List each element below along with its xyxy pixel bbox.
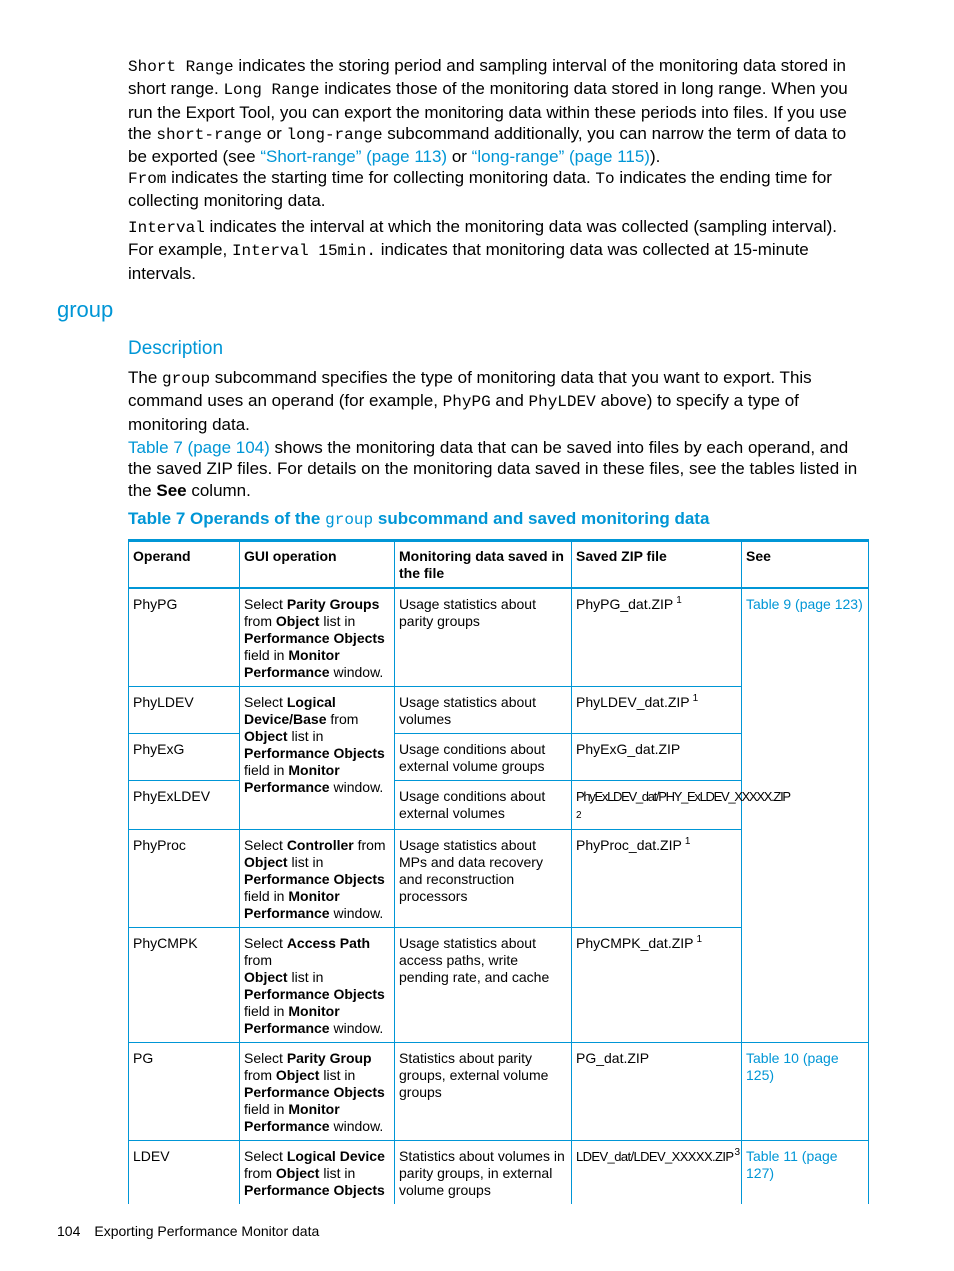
footnote-ref: 1 [692, 693, 699, 705]
link-table-11[interactable]: Table 11 (page 127) [746, 1148, 838, 1181]
page-number: 104 [57, 1223, 81, 1239]
gui-object: Object [244, 854, 288, 870]
zip-cell: PhyExG_dat.ZIP [572, 734, 742, 781]
text: The [128, 368, 163, 387]
zip-name: LDEV_dat/LDEV_XXXXX.ZIP [576, 1149, 734, 1164]
link-table-9[interactable]: Table 9 (page 123) [746, 596, 863, 612]
text: indicates that monitoring data was collected at 15-minute intervals. [128, 240, 809, 283]
text: from [244, 1067, 276, 1083]
text: list in [319, 613, 356, 629]
header-see: See [742, 541, 869, 589]
text: indicates the storing period and sampling interval of the monitoring data stored in short range. [128, 56, 846, 99]
data-cell: Usage statistics about MPs and data recovery and reconstruction processors [395, 830, 572, 928]
gui-item: Access Path [286, 935, 371, 951]
code-group: group [162, 370, 211, 388]
text: ). [649, 147, 661, 167]
text: from [244, 613, 276, 629]
text: subcommand additionally, you can narrow the term of data to be exported (see [128, 123, 847, 167]
text: Select [244, 837, 287, 853]
zip-cell [572, 1141, 742, 1205]
gui-perf-objects: Performance Objects [244, 986, 385, 1002]
paragraph-interval [128, 216, 863, 284]
header-monitoring-data: Monitoring data saved in the file [395, 541, 572, 589]
operand-cell: PhyLDEV [129, 687, 240, 734]
gui-item: Logical Device [286, 1148, 385, 1164]
text: field in [244, 1003, 289, 1019]
zip-cell [572, 781, 790, 830]
text: indicates the interval at which the monitoring data was collected (sampling interval). For example, [128, 217, 837, 260]
table-row [129, 588, 869, 687]
zip-name: PhyProc_dat.ZIP [576, 837, 682, 853]
text: window. [329, 779, 384, 795]
section-title: group [57, 297, 114, 322]
gui-cell [240, 1141, 395, 1205]
header-gui-operation: GUI operation [240, 541, 395, 589]
data-cell: Usage statistics about access paths, write pending rate, and cache [395, 928, 572, 1043]
data-cell: Usage statistics about volumes [395, 687, 572, 734]
zip-name: PhyCMPK_dat.ZIP [576, 935, 694, 951]
link-short-range[interactable]: “Short-range” (page 113) [260, 147, 448, 167]
gui-object: Object [275, 1165, 320, 1181]
data-cell: Statistics about volumes in parity groups, in external volume groups [395, 1141, 572, 1205]
text: subcommand specifies the type of monitoring data that you want to export. This command uses an operand (for example, [128, 368, 812, 411]
code-interval: Interval [128, 219, 205, 237]
operand-cell: PhyExLDEV [129, 781, 240, 830]
text: from [244, 952, 272, 968]
gui-performance: Performance [244, 905, 330, 921]
paragraph-description [128, 367, 863, 435]
gui-performance: Performance [244, 664, 330, 680]
gui-perf-objects: Performance Objects [244, 871, 385, 887]
gui-object: Object [244, 969, 288, 985]
see-cell [742, 1043, 869, 1141]
text: field in [244, 1101, 289, 1117]
page-footer [57, 1223, 319, 1239]
gui-object: Object [244, 728, 288, 744]
gui-item: Parity Groups [286, 596, 380, 612]
footer-title: Exporting Performance Monitor data [94, 1223, 320, 1239]
code-to: To [595, 170, 615, 188]
text: Select [244, 935, 287, 951]
footnote-ref: 3 [734, 1147, 741, 1159]
code-short-range: Short Range [128, 58, 234, 76]
code-interval-example: Interval 15min. [231, 242, 376, 261]
text: field in [244, 762, 289, 778]
gui-monitor: Monitor [288, 762, 340, 778]
zip-cell [572, 928, 742, 1043]
zip-name: PhyPG_dat.ZIP [576, 596, 674, 612]
link-table-10[interactable]: Table 10 (page 125) [746, 1050, 839, 1083]
operand-cell: PhyExG [129, 734, 240, 781]
paragraph-from-to [128, 167, 863, 212]
caption-prefix: Table 7 Operands of the [128, 509, 326, 528]
footnote-ref: 1 [676, 595, 682, 607]
text: Select [244, 1050, 287, 1066]
text: window. [329, 1020, 384, 1036]
text: from [326, 711, 359, 727]
gui-cell [240, 588, 395, 687]
gui-perf-objects: Performance Objects [244, 630, 385, 646]
zip-cell [572, 830, 742, 928]
zip-cell [572, 588, 742, 687]
data-cell: Statistics about parity groups, external volume groups [395, 1043, 572, 1141]
text: list in [287, 728, 324, 744]
text: window. [329, 1118, 384, 1134]
gui-monitor: Monitor [288, 888, 340, 904]
text: shows the monitoring data that can be saved into files by each operand, and the saved ZIP files. For details on the monitoring data saved in these files, see the tables listed in the [128, 438, 858, 500]
header-saved-zip: Saved ZIP file [572, 541, 742, 589]
footnote-ref: 1 [696, 934, 703, 946]
gui-cell [240, 928, 395, 1043]
table-caption [128, 509, 709, 529]
text: from [353, 837, 386, 853]
gui-performance: Performance [244, 779, 330, 795]
code-phyldev: PhyLDEV [528, 393, 596, 412]
header-operand: Operand [129, 541, 240, 589]
gui-cell [240, 1043, 395, 1141]
gui-perf-objects: Performance Objects [244, 1182, 385, 1198]
operand-cell: PhyPG [129, 588, 240, 687]
text: column. [186, 480, 251, 500]
gui-monitor: Monitor [288, 1003, 340, 1019]
paragraph-range [128, 55, 863, 167]
operand-cell: PhyProc [129, 830, 240, 928]
text: list in [319, 1067, 356, 1083]
gui-monitor: Monitor [288, 1101, 340, 1117]
text: above) to specify a type of monitoring data. [128, 391, 799, 434]
link-table-7[interactable]: Table 7 (page 104) [128, 438, 270, 457]
data-cell: Usage conditions about external volume groups [395, 734, 572, 781]
gui-performance: Performance [244, 1118, 330, 1134]
see-cell [742, 588, 869, 1043]
footnote-ref: 1 [684, 836, 691, 848]
text: list in [287, 969, 324, 985]
code-long-range-cmd: long-range [286, 125, 383, 144]
text: Select [244, 694, 287, 710]
data-cell: Usage statistics about parity groups [395, 588, 572, 687]
text: Select [244, 596, 287, 612]
text: indicates the ending time for collecting monitoring data. [128, 168, 832, 211]
code-short-range-cmd: short-range [156, 125, 262, 144]
text: field in [244, 647, 289, 663]
text: list in [319, 1165, 356, 1181]
code-from: From [128, 170, 167, 188]
operand-cell: PG [129, 1043, 240, 1141]
text: or [261, 123, 287, 143]
gui-perf-objects: Performance Objects [244, 1084, 385, 1100]
paragraph-table-ref [128, 437, 868, 501]
gui-cell [240, 830, 395, 928]
gui-performance: Performance [244, 1020, 330, 1036]
caption-suffix: subcommand and saved monitoring data [373, 509, 710, 528]
text: indicates the starting time for collecting monitoring data. [166, 168, 596, 187]
operand-cell: LDEV [129, 1141, 240, 1205]
text: indicates those of the monitoring data stored in long range. When you run the Export Tool, you can export the monitoring data within these periods into files. If you use the [128, 79, 848, 143]
caption-code: group [325, 511, 374, 529]
text: window. [329, 664, 384, 680]
operands-table [128, 539, 869, 1204]
zip-cell [572, 687, 742, 734]
bold-see: See [156, 480, 187, 500]
table-row [129, 1043, 869, 1141]
gui-object: Object [275, 1067, 320, 1083]
code-phypg: PhyPG [442, 393, 491, 412]
text: or [447, 147, 472, 167]
gui-item: Logical Device/Base [244, 694, 336, 727]
gui-item: Parity Group [286, 1050, 372, 1066]
text: window. [329, 905, 384, 921]
footnote-ref: 2 [576, 810, 582, 821]
subsection-title: Description [128, 338, 224, 359]
code-long-range: Long Range [223, 81, 320, 100]
text: list in [287, 854, 324, 870]
zip-name: PhyExLDEV_dat/PHY_ExLDEV_XXXXX.ZIP [576, 789, 790, 804]
text: field in [244, 888, 289, 904]
zip-name: PhyLDEV_dat.ZIP [576, 694, 690, 710]
text: and [490, 391, 529, 411]
gui-item: Controller [286, 837, 354, 853]
operand-cell: PhyCMPK [129, 928, 240, 1043]
text: from [244, 1165, 276, 1181]
table-row [129, 1141, 869, 1205]
text: Select [244, 1148, 287, 1164]
gui-perf-objects: Performance Objects [244, 745, 385, 761]
gui-object: Object [275, 613, 320, 629]
gui-cell [240, 687, 395, 830]
link-long-range[interactable]: “long-range” (page 115) [471, 147, 650, 167]
gui-monitor: Monitor [288, 647, 340, 663]
table-header-row [129, 541, 869, 589]
see-cell [742, 1141, 869, 1205]
data-cell: Usage conditions about external volumes [395, 781, 572, 830]
zip-cell: PG_dat.ZIP [572, 1043, 742, 1141]
